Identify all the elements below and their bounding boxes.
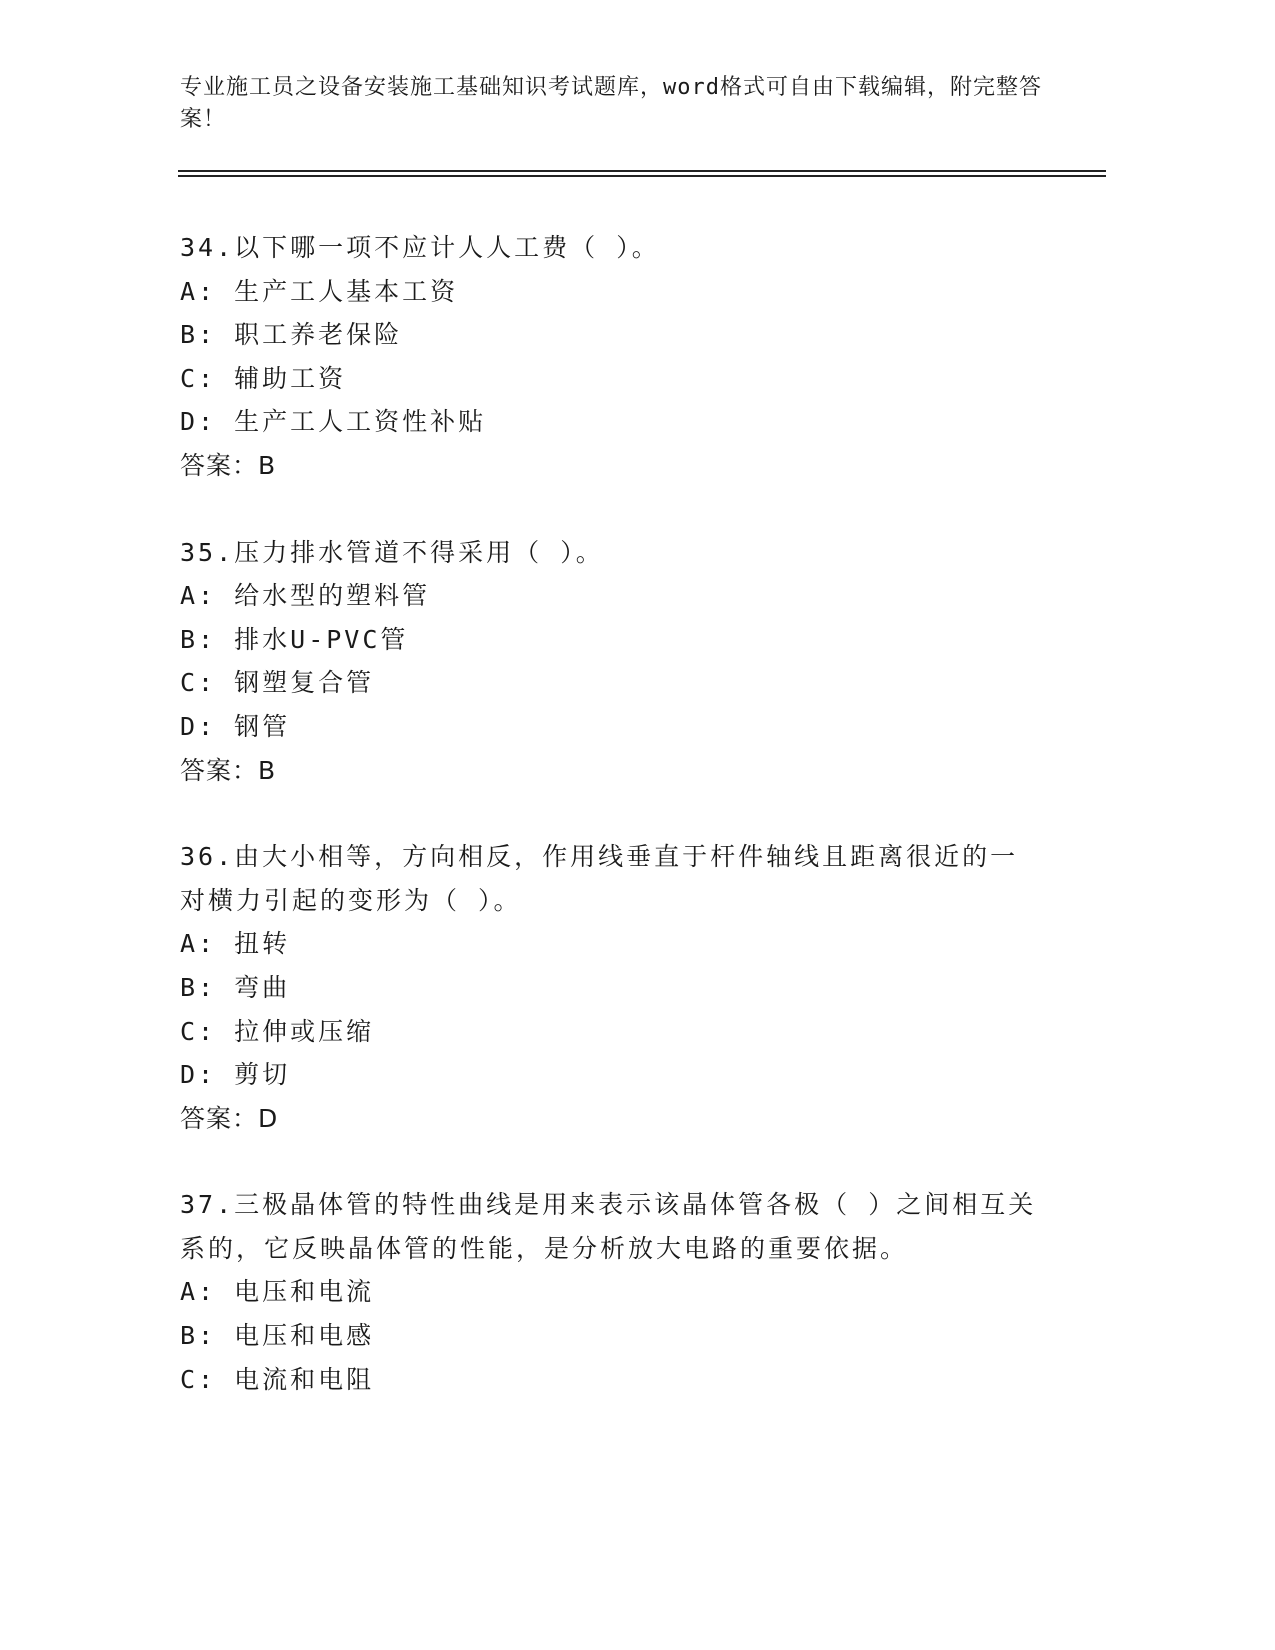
question-text: 34.以下哪一项不应计人人工费（ ）。 [180, 233, 660, 262]
answer-line: 答案：D [180, 1103, 279, 1133]
question-36 [180, 835, 1060, 1140]
option-a: A: 扭转 [180, 929, 291, 959]
option-b: B: 排水U-PVC管 [180, 624, 409, 654]
option-d: D: 剪切 [180, 1060, 291, 1090]
question-text: 35.压力排水管道不得采用（ ）。 [180, 537, 604, 567]
option-b: B: 职工养老保险 [180, 320, 403, 350]
question-34 [180, 226, 1060, 488]
question-text: 36.由大小相等，方向相反，作用线垂直于杆件轴线且距离很近的一对横力引起的变形为（ ）。 [180, 842, 1019, 915]
option-a: A: 生产工人基本工资 [180, 276, 459, 306]
option-c: C: 辅助工资 [180, 363, 347, 393]
header-divider-bottom [178, 175, 1106, 177]
option-d: D: 生产工人工资性补贴 [180, 407, 487, 437]
question-37 [180, 1183, 1060, 1401]
answer-line: 答案：B [180, 450, 277, 480]
option-a: A: 给水型的塑料管 [180, 581, 431, 611]
question-list [180, 226, 1060, 1444]
document-header: 专业施工员之设备安装施工基础知识考试题库，word格式可自由下载编辑，附完整答案！ [180, 75, 1042, 132]
answer-line: 答案：B [180, 755, 277, 785]
option-c: C: 钢塑复合管 [180, 668, 375, 698]
option-b: B: 弯曲 [180, 972, 291, 1002]
option-c: C: 拉伸或压缩 [180, 1016, 375, 1046]
header-divider-top [178, 170, 1106, 172]
question-text: 37.三极晶体管的特性曲线是用来表示该晶体管各极（ ）之间相互关系的，它反映晶体管的性能，是分析放大电路的重要依据。 [180, 1190, 1037, 1263]
option-b: B: 电压和电感 [180, 1321, 375, 1351]
option-c: C: 电流和电阻 [180, 1364, 375, 1394]
option-a: A: 电压和电流 [180, 1277, 375, 1307]
option-d: D: 钢管 [180, 711, 291, 741]
question-35 [180, 531, 1060, 793]
